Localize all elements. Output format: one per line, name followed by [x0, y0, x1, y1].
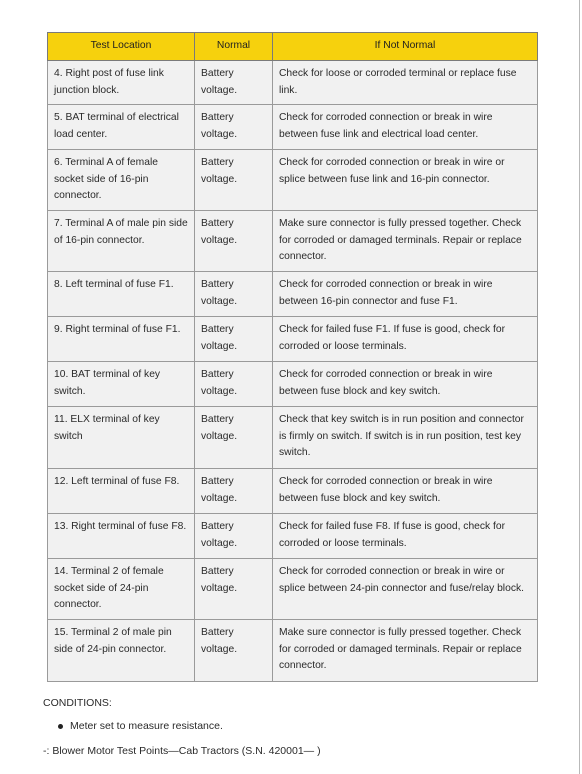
table-row — [48, 559, 538, 620]
column-header-test-location: Test Location — [48, 33, 195, 61]
cell-normal: Battery voltage. — [195, 407, 273, 469]
cell-normal: Battery voltage. — [195, 61, 273, 105]
cell-test-location: 12. Left terminal of fuse F8. — [48, 469, 195, 514]
cell-test-location: 6. Terminal A of female socket side of 16-pin connector. — [48, 150, 195, 211]
cell-if-not-normal: Make sure connector is fully pressed together. Check for corroded or damaged terminals. Repair or replace connector. — [273, 620, 538, 682]
cell-if-not-normal: Check for corroded connection or break in wire or splice between 24-pin connector and fuse/relay block. — [273, 559, 538, 620]
table-row — [48, 61, 538, 105]
column-header-normal: Normal — [195, 33, 273, 61]
cell-test-location: 13. Right terminal of fuse F8. — [48, 514, 195, 559]
cell-normal: Battery voltage. — [195, 317, 273, 362]
cell-normal: Battery voltage. — [195, 559, 273, 620]
cell-if-not-normal: Check for loose or corroded terminal or replace fuse link. — [273, 61, 538, 105]
conditions-label: CONDITIONS: — [43, 697, 112, 709]
table-row — [48, 272, 538, 317]
cell-test-location: 7. Terminal A of male pin side of 16-pin connector. — [48, 211, 195, 272]
cell-if-not-normal: Check for corroded connection or break in wire between 16-pin connector and fuse F1. — [273, 272, 538, 317]
cell-test-location: 15. Terminal 2 of male pin side of 24-pin connector. — [48, 620, 195, 682]
conditions-list-item — [58, 720, 223, 732]
cell-if-not-normal: Check for failed fuse F1. If fuse is good, check for corroded or loose terminals. — [273, 317, 538, 362]
cell-normal: Battery voltage. — [195, 469, 273, 514]
cell-normal: Battery voltage. — [195, 272, 273, 317]
cell-if-not-normal: Check for failed fuse F8. If fuse is good, check for corroded or loose terminals. — [273, 514, 538, 559]
table-row — [48, 620, 538, 682]
cell-if-not-normal: Check that key switch is in run position and connector is firmly on switch. If switch is in run position, test key switch. — [273, 407, 538, 469]
cell-normal: Battery voltage. — [195, 514, 273, 559]
table-row — [48, 105, 538, 150]
test-points-table-container — [47, 32, 537, 682]
figure-caption: -: Blower Motor Test Points—Cab Tractors (S.N. 420001— ) — [43, 745, 321, 757]
table-header-row — [48, 33, 538, 61]
table-row — [48, 514, 538, 559]
cell-test-location: 10. BAT terminal of key switch. — [48, 362, 195, 407]
column-header-if-not-normal: If Not Normal — [273, 33, 538, 61]
condition-text: Meter set to measure resistance. — [70, 720, 223, 732]
table-row — [48, 407, 538, 469]
table-row — [48, 150, 538, 211]
table-body — [48, 61, 538, 682]
cell-test-location: 5. BAT terminal of electrical load center. — [48, 105, 195, 150]
cell-test-location: 8. Left terminal of fuse F1. — [48, 272, 195, 317]
cell-if-not-normal: Check for corroded connection or break in wire between fuse block and key switch. — [273, 469, 538, 514]
cell-if-not-normal: Check for corroded connection or break in wire or splice between fuse link and 16-pin connector. — [273, 150, 538, 211]
page-edge-line — [579, 0, 580, 774]
cell-test-location: 9. Right terminal of fuse F1. — [48, 317, 195, 362]
table-row — [48, 469, 538, 514]
cell-test-location: 14. Terminal 2 of female socket side of 24-pin connector. — [48, 559, 195, 620]
bullet-icon — [58, 724, 63, 729]
cell-normal: Battery voltage. — [195, 150, 273, 211]
cell-normal: Battery voltage. — [195, 211, 273, 272]
table-row — [48, 317, 538, 362]
table-row — [48, 362, 538, 407]
cell-if-not-normal: Check for corroded connection or break in wire between fuse block and key switch. — [273, 362, 538, 407]
cell-test-location: 11. ELX terminal of key switch — [48, 407, 195, 469]
cell-if-not-normal: Check for corroded connection or break in wire between fuse link and electrical load center. — [273, 105, 538, 150]
cell-normal: Battery voltage. — [195, 105, 273, 150]
cell-test-location: 4. Right post of fuse link junction block. — [48, 61, 195, 105]
table-row — [48, 211, 538, 272]
cell-if-not-normal: Make sure connector is fully pressed together. Check for corroded or damaged terminals. Repair or replace connector. — [273, 211, 538, 272]
test-points-table — [47, 32, 538, 682]
cell-normal: Battery voltage. — [195, 620, 273, 682]
cell-normal: Battery voltage. — [195, 362, 273, 407]
